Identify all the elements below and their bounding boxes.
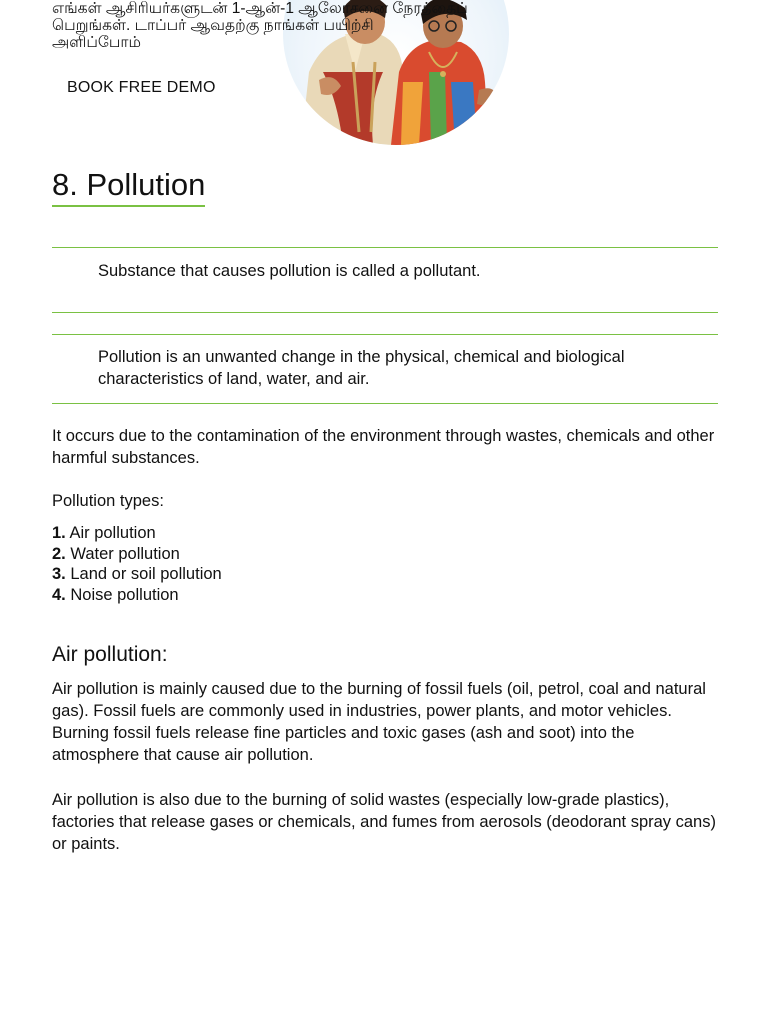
list-label: Land or soil pollution — [70, 565, 222, 583]
definition-text: Pollution is an unwanted change in the physical, chemical and biological characteristics of land, water, and air. — [98, 348, 625, 388]
title-underline — [52, 205, 205, 207]
list-label: Air pollution — [69, 524, 156, 542]
list-number: 3. — [52, 565, 66, 583]
list-number: 4. — [52, 585, 66, 604]
list-label: Noise pollution — [70, 585, 179, 604]
promo-line: பெறுங்கள். டாப்பர் ஆவதற்கு நாங்கள் பயிற்சி — [52, 17, 374, 34]
list-item — [52, 544, 222, 565]
list-item — [52, 523, 222, 544]
definition-box-pollution — [52, 334, 718, 404]
types-label: Pollution types: — [52, 492, 164, 510]
page-title: 8. Pollution — [52, 167, 206, 202]
definition-text: Substance that causes pollution is called a pollutant. — [98, 262, 481, 280]
section-heading-air-pollution: Air pollution: — [52, 643, 168, 666]
book-free-demo-button[interactable]: BOOK FREE DEMO — [67, 79, 216, 96]
list-number: 2. — [52, 544, 66, 563]
air-pollution-paragraph-2: Air pollution is also due to the burning of solid wastes (especially low-grade plastics), factories that release gases or chemicals, and fumes from aerosols (deodorant spray cans) or paints. — [52, 791, 716, 853]
intro-paragraph: It occurs due to the contamination of the environment through wastes, chemicals and other harmful substances. — [52, 427, 715, 467]
definition-box-pollutant — [52, 247, 718, 313]
pollution-types-list — [52, 523, 222, 605]
list-item — [52, 585, 222, 606]
list-item — [52, 564, 222, 585]
list-number: 1. — [52, 524, 66, 542]
list-label: Water pollution — [70, 544, 180, 563]
page-title-block — [52, 166, 205, 207]
promo-line: அளிப்போம் — [52, 34, 142, 51]
promo-line: எங்கள் ஆசிரியர்களுடன் 1-ஆன்-1 ஆலோசனை நேரத்தைப் — [52, 0, 468, 17]
promo-text — [52, 0, 552, 51]
air-pollution-paragraph-1: Air pollution is mainly caused due to the burning of fossil fuels (oil, petrol, coal and natural gas). Fossil fuels are commonly used in industries, power plants, and motor vehicles. Burning fossil fuels release fine particles and toxic gases (ash and soot) into the atmosphere that cause air pollution. — [52, 680, 706, 764]
